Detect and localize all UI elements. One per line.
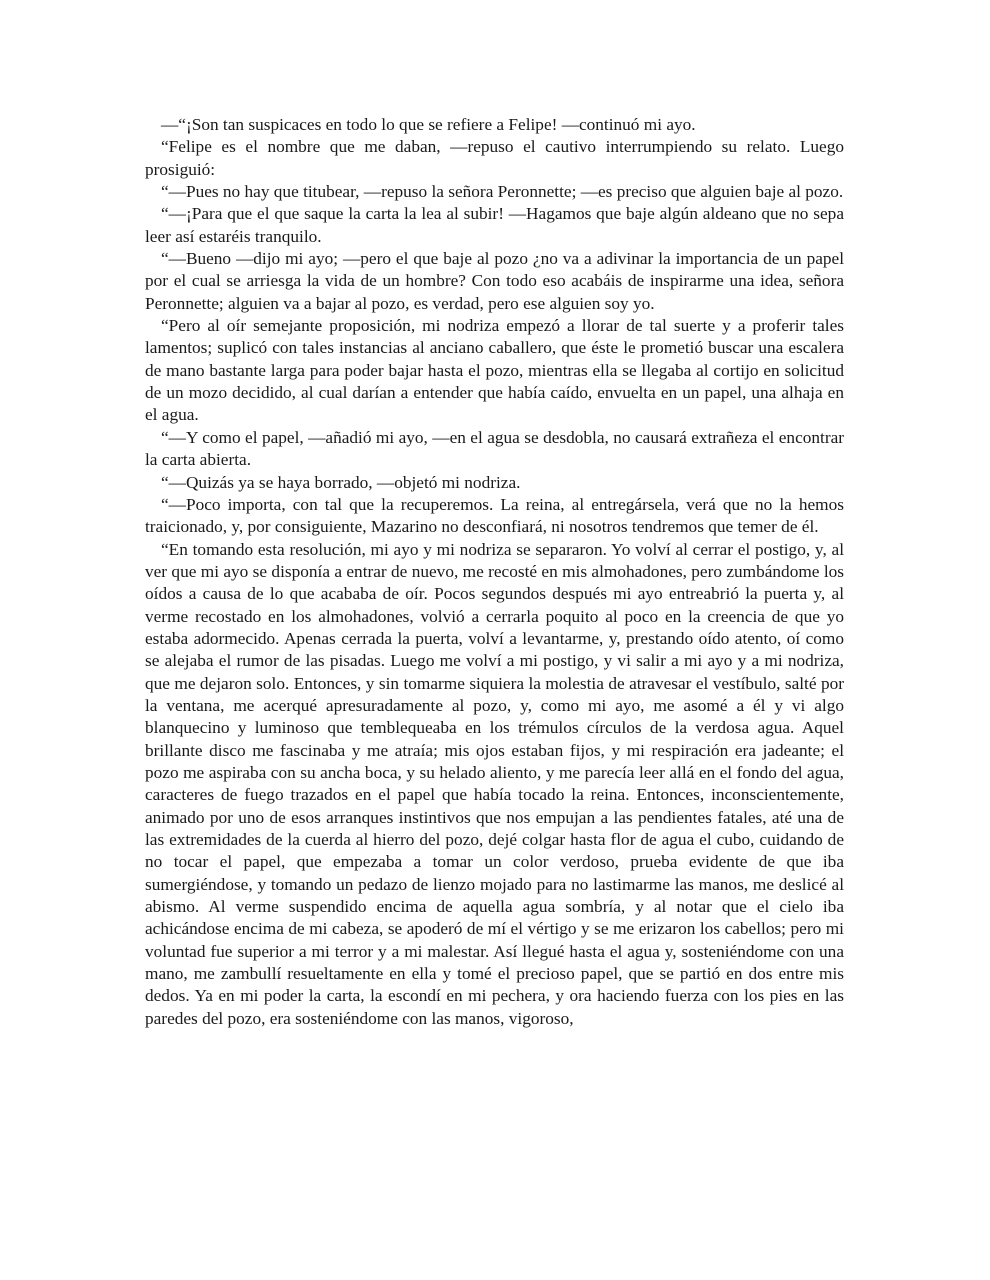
paragraph-10: “En tomando esta resolución, mi ayo y mi nodriza se separaron. Yo volví al cerrar el postigo, y, al ver que mi ayo se disponía a entrar de nuevo, me recosté en mis almohadones, pero zumbándome los oídos a causa de lo que acababa de oír. Pocos segundos después mi ayo entreabrió la puerta y, al verme recostado en los almohadones, volvió a cerrarla poquito al poco en la creencia de que yo estaba adormecido. Apenas cerrada la puerta, volví a levantarme, y, prestando oído atento, oí como se alejaba el rumor de las pisadas. Luego me volví a mi postigo, y vi salir a mi ayo y a mi nodriza, que me dejaron solo. Entonces, y sin tomarme siquiera la molestia de atravesar el vestíbulo, salté por la ventana, me acerqué apresuradamente al pozo, y, como mi ayo, me asomé a él y vi algo blanquecino y luminoso que temblequeaba en los trémulos círculos de la verdosa agua. Aquel brillante disco me fascinaba y me atraía; mis ojos estaban fijos, y mi respiración era jadeante; el pozo me aspiraba con su ancha boca, y su helado aliento, y me parecía leer allá en el fondo del agua, caracteres de fuego trazados en el papel que había tocado la reina. Entonces, inconscientemente, animado por uno de esos arranques instintivos que nos empujan a las pendientes fatales, até una de las extremidades de la cuerda al hierro del pozo, dejé colgar hasta flor de agua el cubo, cuidando de no tocar el papel, que empezaba a tomar un color verdoso, prueba evidente de que iba sumergiéndose, y tomando un pedazo de lienzo mojado para no lastimarme las manos, me deslicé al abismo. Al verme suspendido encima de aquella agua sombría, y al notar que el cielo iba achicándose encima de mi cabeza, se apoderó de mí el vértigo y se me erizaron los cabellos; pero mi voluntad fue superior a mi terror y a mi malestar. Así llegué hasta el agua y, sosteniéndome con una mano, me zambullí resueltamente en ella y tomé el precioso papel, que se partió en dos entre mis dedos. Ya en mi poder la carta, la escondí en mi pechera, y ora haciendo fuerza con los pies en las paredes del pozo, era sosteniéndome con las manos, vigoroso, [145,539,844,1028]
paragraph-2: “Felipe es el nombre que me daban, —repuso el cautivo interrumpiendo su relato. Luego prosiguió: [145,137,844,179]
paragraph-5: “—Bueno —dijo mi ayo; —pero el que baje al pozo ¿no va a adivinar la importancia de un papel por el cual se arriesga la vida de un hombre? Con todo eso acabáis de inspirarme una idea, señora Peronnette; alguien va a bajar al pozo, es verdad, pero ese alguien soy yo. [145,249,844,313]
paragraph-6: “Pero al oír semejante proposición, mi nodriza empezó a llorar de tal suerte y a proferir tales lamentos; suplicó con tales instancias al anciano caballero, que éste le prometió buscar una escalera de mano bastante larga para poder bajar hasta el pozo, mientras ella se llegaba al cortijo en solicitud de un mozo decidido, al cual darían a entender que había caído, envuelta en un papel, una alhaja en el agua. [145,316,844,425]
paragraph-1: —“¡Son tan suspicaces en todo lo que se refiere a Felipe! —continuó mi ayo. [161,115,696,134]
paragraph-7: “—Y como el papel, —añadió mi ayo, —en el agua se desdobla, no causará extrañeza el encontrar la carta abierta. [145,427,844,470]
paragraph-4: “—¡Para que el que saque la carta la lea al subir! —Hagamos que baje algún aldeano que no sepa leer así estaréis tranquilo. [145,204,844,246]
paragraph-3: “—Pues no hay que titubear, —repuso la señora Peronnette; —es preciso que alguien baje al pozo. [161,182,844,202]
paragraph-9: “—Poco importa, con tal que la recuperemos. La reina, al entregársela, verá que no la hemos traicionado, y, por consiguiente, Mazarino no desconfiará, ni nosotros tendremos que temer de él. [145,494,844,537]
paragraph-8: “—Quizás ya se haya borrado, —objetó mi nodriza. [161,472,521,492]
document-page [145,114,844,1030]
